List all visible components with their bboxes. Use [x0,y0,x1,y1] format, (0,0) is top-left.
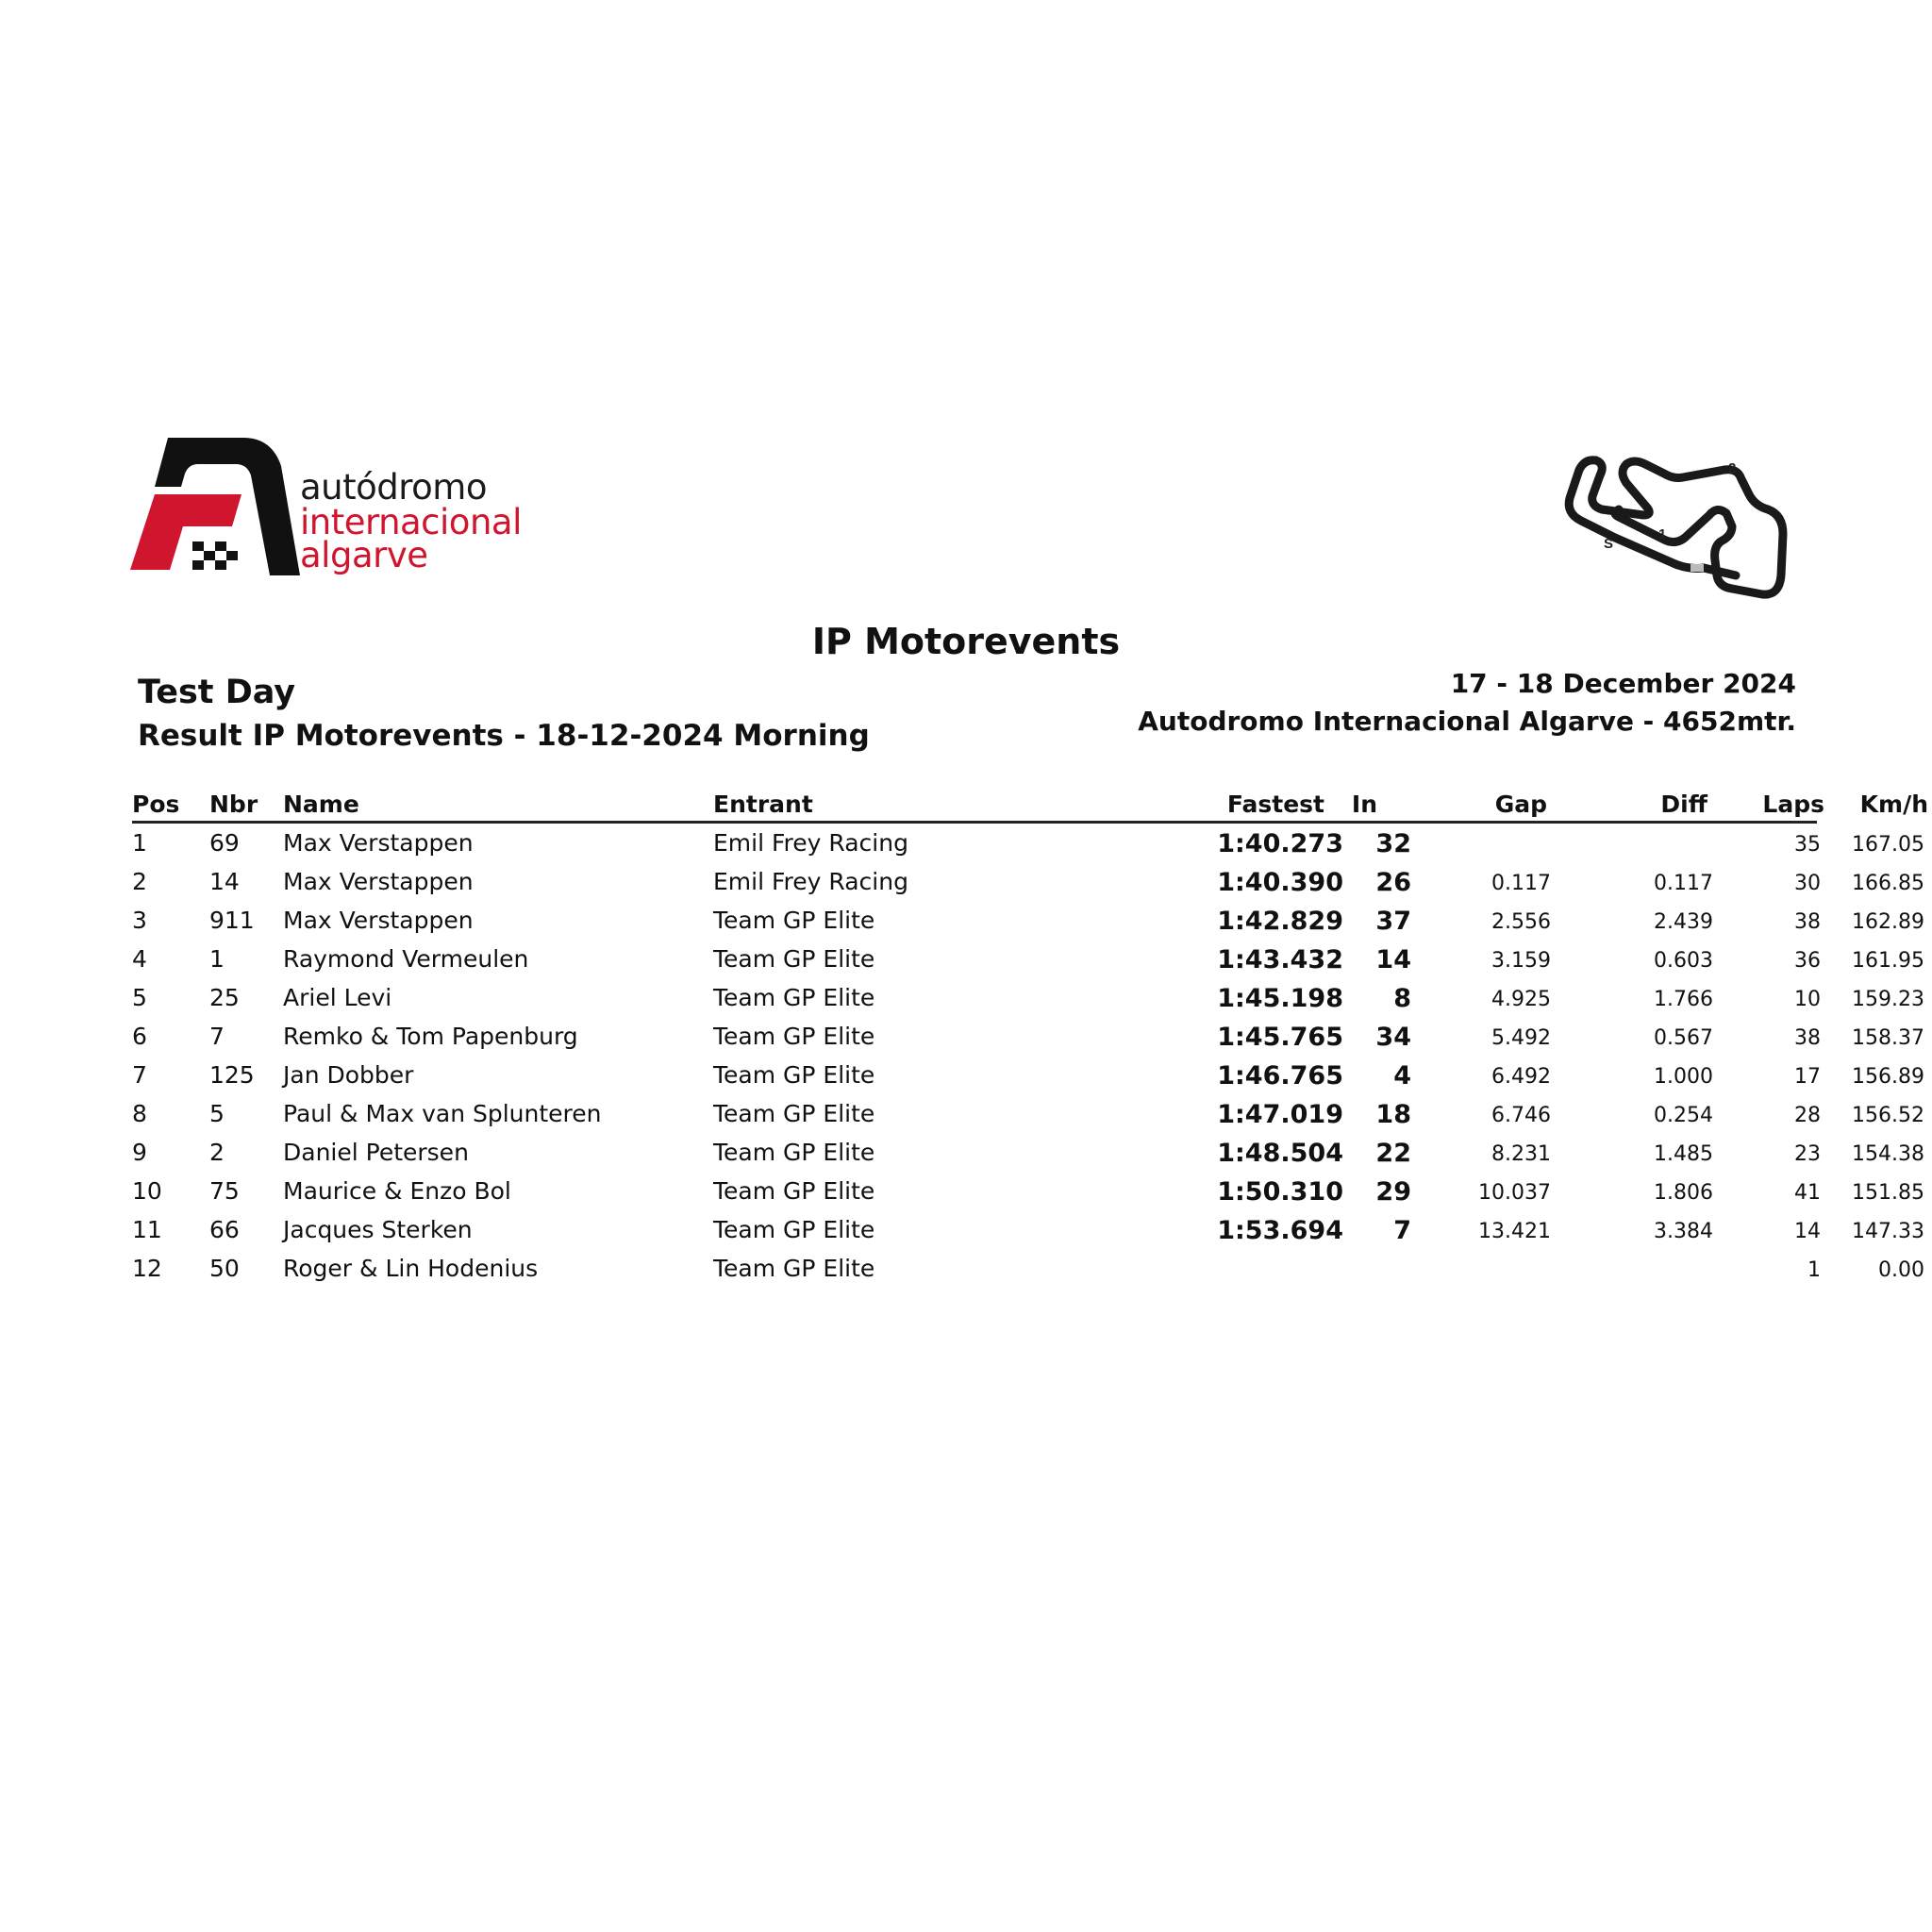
cell-name: Max Verstappen [283,868,474,895]
logo-text-autodromo: autódromo [300,467,487,508]
cell-nbr: 1 [209,945,225,973]
cell-name: Raymond Vermeulen [283,945,529,973]
cell-nbr: 125 [209,1061,255,1089]
cell-diff: 3.384 [1654,1220,1713,1243]
cell-kmh: 159.23 [1852,988,1924,1011]
cell-fastest: 1:43.432 [1217,945,1343,974]
cell-in: 37 [1375,907,1411,936]
cell-kmh: 162.89 [1852,910,1924,934]
cell-laps: 1 [1807,1258,1821,1282]
cell-pos: 12 [132,1255,162,1282]
date-range: 17 - 18 December 2024 [1450,668,1796,699]
table-row [132,1056,1924,1094]
cell-kmh: 161.95 [1852,949,1924,973]
cell-gap: 4.925 [1491,988,1551,1011]
cell-name: Max Verstappen [283,829,474,857]
cell-fastest: 1:45.765 [1217,1023,1343,1052]
table-row [132,1094,1924,1133]
cell-entrant: Team GP Elite [713,1216,875,1243]
cell-entrant: Emil Frey Racing [713,868,908,895]
table-row [132,978,1924,1017]
cell-pos: 11 [132,1216,162,1243]
cell-gap: 6.492 [1491,1065,1551,1089]
header-diff: Diff [1660,791,1707,818]
results-table [132,789,1928,1288]
cell-entrant: Emil Frey Racing [713,829,908,857]
track-layout-icon [1553,447,1794,617]
result-title: Result IP Motorevents - 18-12-2024 Morning [138,719,870,753]
cell-kmh: 167.05 [1852,833,1924,857]
track-map [1553,447,1794,617]
cell-nbr: 7 [209,1023,225,1050]
cell-laps: 38 [1794,910,1821,934]
cell-kmh: 147.33 [1852,1220,1924,1243]
cell-name: Max Verstappen [283,907,474,934]
cell-fastest: 1:40.390 [1217,868,1343,897]
cell-fastest: 1:40.273 [1217,829,1343,858]
cell-kmh: 166.85 [1852,872,1924,895]
cell-diff: 1.806 [1654,1181,1713,1205]
header-pos: Pos [132,791,180,818]
cell-kmh: 151.85 [1852,1181,1924,1205]
cell-diff: 1.485 [1654,1142,1713,1166]
cell-name: Maurice & Enzo Bol [283,1177,511,1205]
table-row [132,1210,1924,1249]
cell-name: Jan Dobber [283,1061,414,1089]
cell-name: Daniel Petersen [283,1139,469,1166]
cell-gap: 5.492 [1491,1026,1551,1050]
cell-in: 26 [1375,868,1411,897]
cell-nbr: 911 [209,907,255,934]
cell-kmh: 158.37 [1852,1026,1924,1050]
cell-entrant: Team GP Elite [713,907,875,934]
table-row [132,1172,1924,1210]
cell-nbr: 69 [209,829,240,857]
cell-gap: 2.556 [1491,910,1551,934]
cell-laps: 35 [1794,833,1821,857]
cell-fastest: 1:47.019 [1217,1100,1343,1129]
cell-laps: 17 [1794,1065,1821,1089]
cell-diff: 0.567 [1654,1026,1713,1050]
table-body [132,824,1924,1288]
header-name: Name [283,791,359,818]
cell-nbr: 25 [209,984,240,1011]
cell-laps: 10 [1794,988,1821,1011]
header-entrant: Entrant [713,791,813,818]
cell-kmh: 156.52 [1852,1104,1924,1127]
cell-fastest: 1:46.765 [1217,1061,1343,1091]
circuit-logo [130,438,538,575]
table-header [132,789,1928,824]
cell-diff: 1.000 [1654,1065,1713,1089]
cell-nbr: 14 [209,868,240,895]
cell-entrant: Team GP Elite [713,1100,875,1127]
cell-in: 7 [1393,1216,1411,1245]
cell-name: Roger & Lin Hodenius [283,1255,539,1282]
cell-pos: 8 [132,1100,147,1127]
cell-entrant: Team GP Elite [713,984,875,1011]
track-label-start: S [1604,536,1614,552]
table-row [132,940,1924,978]
cell-diff: 0.603 [1654,949,1713,973]
cell-laps: 36 [1794,949,1821,973]
header-gap: Gap [1494,791,1547,818]
cell-in: 34 [1375,1023,1411,1052]
logo-text-internacional: internacional [300,502,522,542]
cell-fastest: 1:53.694 [1217,1216,1343,1245]
cell-in: 29 [1375,1177,1411,1207]
cell-in: 8 [1393,984,1411,1013]
cell-gap: 6.746 [1491,1104,1551,1127]
cell-entrant: Team GP Elite [713,1255,875,1282]
cell-pos: 6 [132,1023,147,1050]
table-row [132,1133,1924,1172]
cell-in: 18 [1375,1100,1411,1129]
cell-name: Ariel Levi [283,984,392,1011]
cell-laps: 38 [1794,1026,1821,1050]
table-row [132,824,1924,862]
cell-nbr: 75 [209,1177,240,1205]
cell-name: Remko & Tom Papenburg [283,1023,578,1050]
cell-gap: 10.037 [1478,1181,1551,1205]
cell-fastest: 1:42.829 [1217,907,1343,936]
cell-gap: 3.159 [1491,949,1551,973]
cell-laps: 41 [1794,1181,1821,1205]
cell-nbr: 5 [209,1100,225,1127]
cell-entrant: Team GP Elite [713,1023,875,1050]
cell-gap: 0.117 [1491,872,1551,895]
cell-kmh: 0.00 [1878,1258,1924,1282]
cell-fastest: 1:50.310 [1217,1177,1343,1207]
header-laps: Laps [1762,791,1824,818]
cell-entrant: Team GP Elite [713,945,875,973]
cell-gap: 13.421 [1478,1220,1551,1243]
cell-laps: 23 [1794,1142,1821,1166]
cell-pos: 5 [132,984,147,1011]
cell-diff: 0.117 [1654,872,1713,895]
cell-gap: 8.231 [1491,1142,1551,1166]
cell-pos: 7 [132,1061,147,1089]
cell-in: 14 [1375,945,1411,974]
cell-kmh: 154.38 [1852,1142,1924,1166]
cell-pos: 3 [132,907,147,934]
table-row [132,1249,1924,1288]
circuit-logo-mark-icon [130,438,300,575]
cell-laps: 14 [1794,1220,1821,1243]
cell-entrant: Team GP Elite [713,1061,875,1089]
cell-fastest: 1:45.198 [1217,984,1343,1013]
cell-fastest: 1:48.504 [1217,1139,1343,1168]
cell-diff: 0.254 [1654,1104,1713,1127]
track-label-1: 1 [1658,526,1667,542]
cell-in: 4 [1393,1061,1411,1091]
cell-in: 32 [1375,829,1411,858]
event-title: IP Motorevents [811,621,1121,662]
cell-diff: 2.439 [1654,910,1713,934]
cell-nbr: 66 [209,1216,240,1243]
cell-pos: 2 [132,868,147,895]
header-fastest: Fastest [1226,791,1324,818]
cell-pos: 10 [132,1177,162,1205]
header-kmh: Km/h [1859,791,1928,818]
session-type: Test Day [138,674,296,711]
header-nbr: Nbr [209,791,258,818]
cell-pos: 9 [132,1139,147,1166]
cell-laps: 30 [1794,872,1821,895]
cell-name: Paul & Max van Splunteren [283,1100,602,1127]
table-row [132,862,1924,901]
cell-laps: 28 [1794,1104,1821,1127]
venue-info: Autodromo Internacional Algarve - 4652mtr. [1138,706,1796,737]
cell-nbr: 50 [209,1255,240,1282]
cell-name: Jacques Sterken [283,1216,473,1243]
track-label-2: 2 [1728,460,1737,476]
table-row [132,1017,1924,1056]
cell-entrant: Team GP Elite [713,1177,875,1205]
logo-text-algarve: algarve [300,535,428,575]
cell-entrant: Team GP Elite [713,1139,875,1166]
cell-nbr: 2 [209,1139,225,1166]
cell-in: 22 [1375,1139,1411,1168]
cell-pos: 4 [132,945,147,973]
table-row [132,901,1924,940]
header-in: In [1351,791,1377,818]
cell-diff: 1.766 [1654,988,1713,1011]
cell-pos: 1 [132,829,147,857]
cell-kmh: 156.89 [1852,1065,1924,1089]
